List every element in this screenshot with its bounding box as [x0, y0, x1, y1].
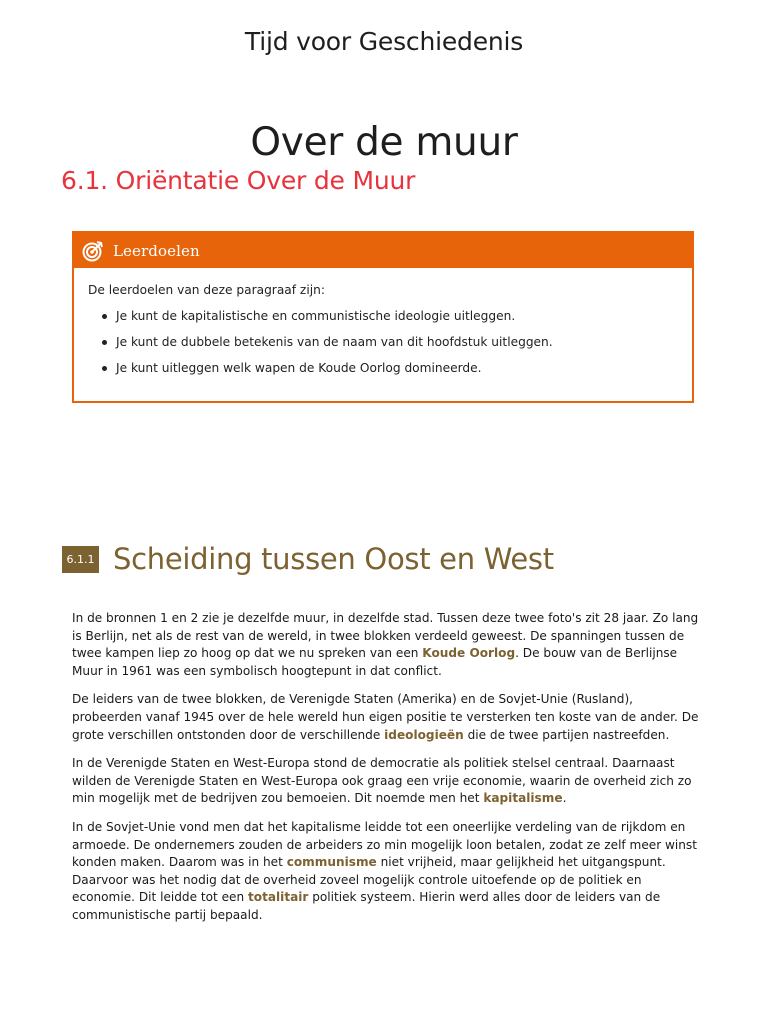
learning-goals-header [74, 233, 692, 268]
paragraph-text: In de Sovjet-Unie vond men dat het kapitalisme leidde tot een oneerlijke verdeling van de rijkdom en armoede. De ondernemers zouden de arbeiders zo min mogelijk loon betalen, zodat ze zelf meer winst konden maken. Daarom was in het [72, 819, 697, 870]
paragraph-text: In de Verenigde Staten en West-Europa stond de democratie als politiek stelsel centraal. Daarnaast wilden de Verenigde Staten en West-Europa ook graag een vrije economie, waarin de overheid zich zo min mogelijk met de bedrijven zou bemoeien. Dit noemde men het [72, 756, 692, 806]
bullet-icon [102, 366, 107, 371]
learning-goal-item [88, 334, 678, 350]
term-link-ideologieen[interactable]: ideologieën [384, 727, 464, 742]
paragraph-text: . [562, 791, 567, 806]
paragraph-text: politiek systeem. Hierin werd alles door de leiders van de communistische partij bepaald. [72, 890, 661, 922]
learning-goals-intro: De leerdoelen van deze paragraaf zijn: [88, 283, 325, 297]
section-title: 6.1. Oriëntatie Over de Muur [61, 166, 416, 195]
term-link-koude-oorlog[interactable]: Koude Oorlog [422, 646, 516, 661]
paragraph [72, 755, 702, 808]
term-link-kapitalisme[interactable]: kapitalisme [483, 791, 563, 806]
learning-goals-list [88, 308, 678, 376]
learning-goal-item [88, 360, 678, 376]
subsection-heading [62, 542, 554, 576]
paragraph [72, 819, 702, 925]
term-link-totalitair[interactable]: totalitair [248, 890, 309, 905]
target-icon [82, 240, 104, 262]
learning-goal-text: Je kunt uitleggen welk wapen de Koude Oorlog domineerde. [116, 361, 482, 375]
learning-goal-text: Je kunt de kapitalistische en communistische ideologie uitleggen. [116, 309, 516, 323]
learning-goal-item [88, 308, 678, 324]
subsection-title: Scheiding tussen Oost en West [113, 542, 554, 576]
book-title: Tijd voor Geschiedenis [244, 27, 524, 56]
term-link-communisme[interactable]: communisme [286, 855, 377, 870]
paragraph [72, 691, 702, 744]
paragraph-text: die de twee partijen nastreefden. [463, 727, 670, 742]
paragraph-text: niet vrijheid, maar gelijkheid het uitgangspunt. Daarvoor was het nodig dat de overheid zoveel mogelijk controle uitoefende op de politiek en economie. Dit leidde tot een [72, 855, 666, 905]
learning-goals-box [72, 231, 694, 403]
bullet-icon [102, 340, 107, 345]
learning-goals-body [74, 268, 692, 376]
learning-goals-label: Leerdoelen [113, 241, 200, 260]
chapter-title: Over de muur [250, 120, 518, 165]
paragraph-text: De leiders van de twee blokken, de Verenigde Staten (Amerika) en de Sovjet-Unie (Rusland), probeerden vanaf 1945 over de hele wereld hun eigen positie te versterken ten koste van de ander. De grote verschillen ontstonden door de verschillende [72, 692, 699, 742]
paragraph [72, 610, 702, 680]
paragraph-text: In de bronnen 1 en 2 zie je dezelfde muur, in dezelfde stad. Tussen deze twee foto's zit 28 jaar. Zo lang is Berlijn, net als de rest van de wereld, in twee blokken verdeeld geweest. De spanningen tussen de twee kampen liep zo hoog op dat we nu spreken van een [72, 611, 699, 661]
bullet-icon [102, 314, 107, 319]
body-text [72, 610, 702, 936]
learning-goal-text: Je kunt de dubbele betekenis van de naam van dit hoofdstuk uitleggen. [116, 335, 553, 349]
subsection-number-badge: 6.1.1 [62, 546, 99, 573]
paragraph-text: . De bouw van de Berlijnse Muur in 1961 was een symbolisch hoogtepunt in dat conflict. [72, 646, 678, 678]
